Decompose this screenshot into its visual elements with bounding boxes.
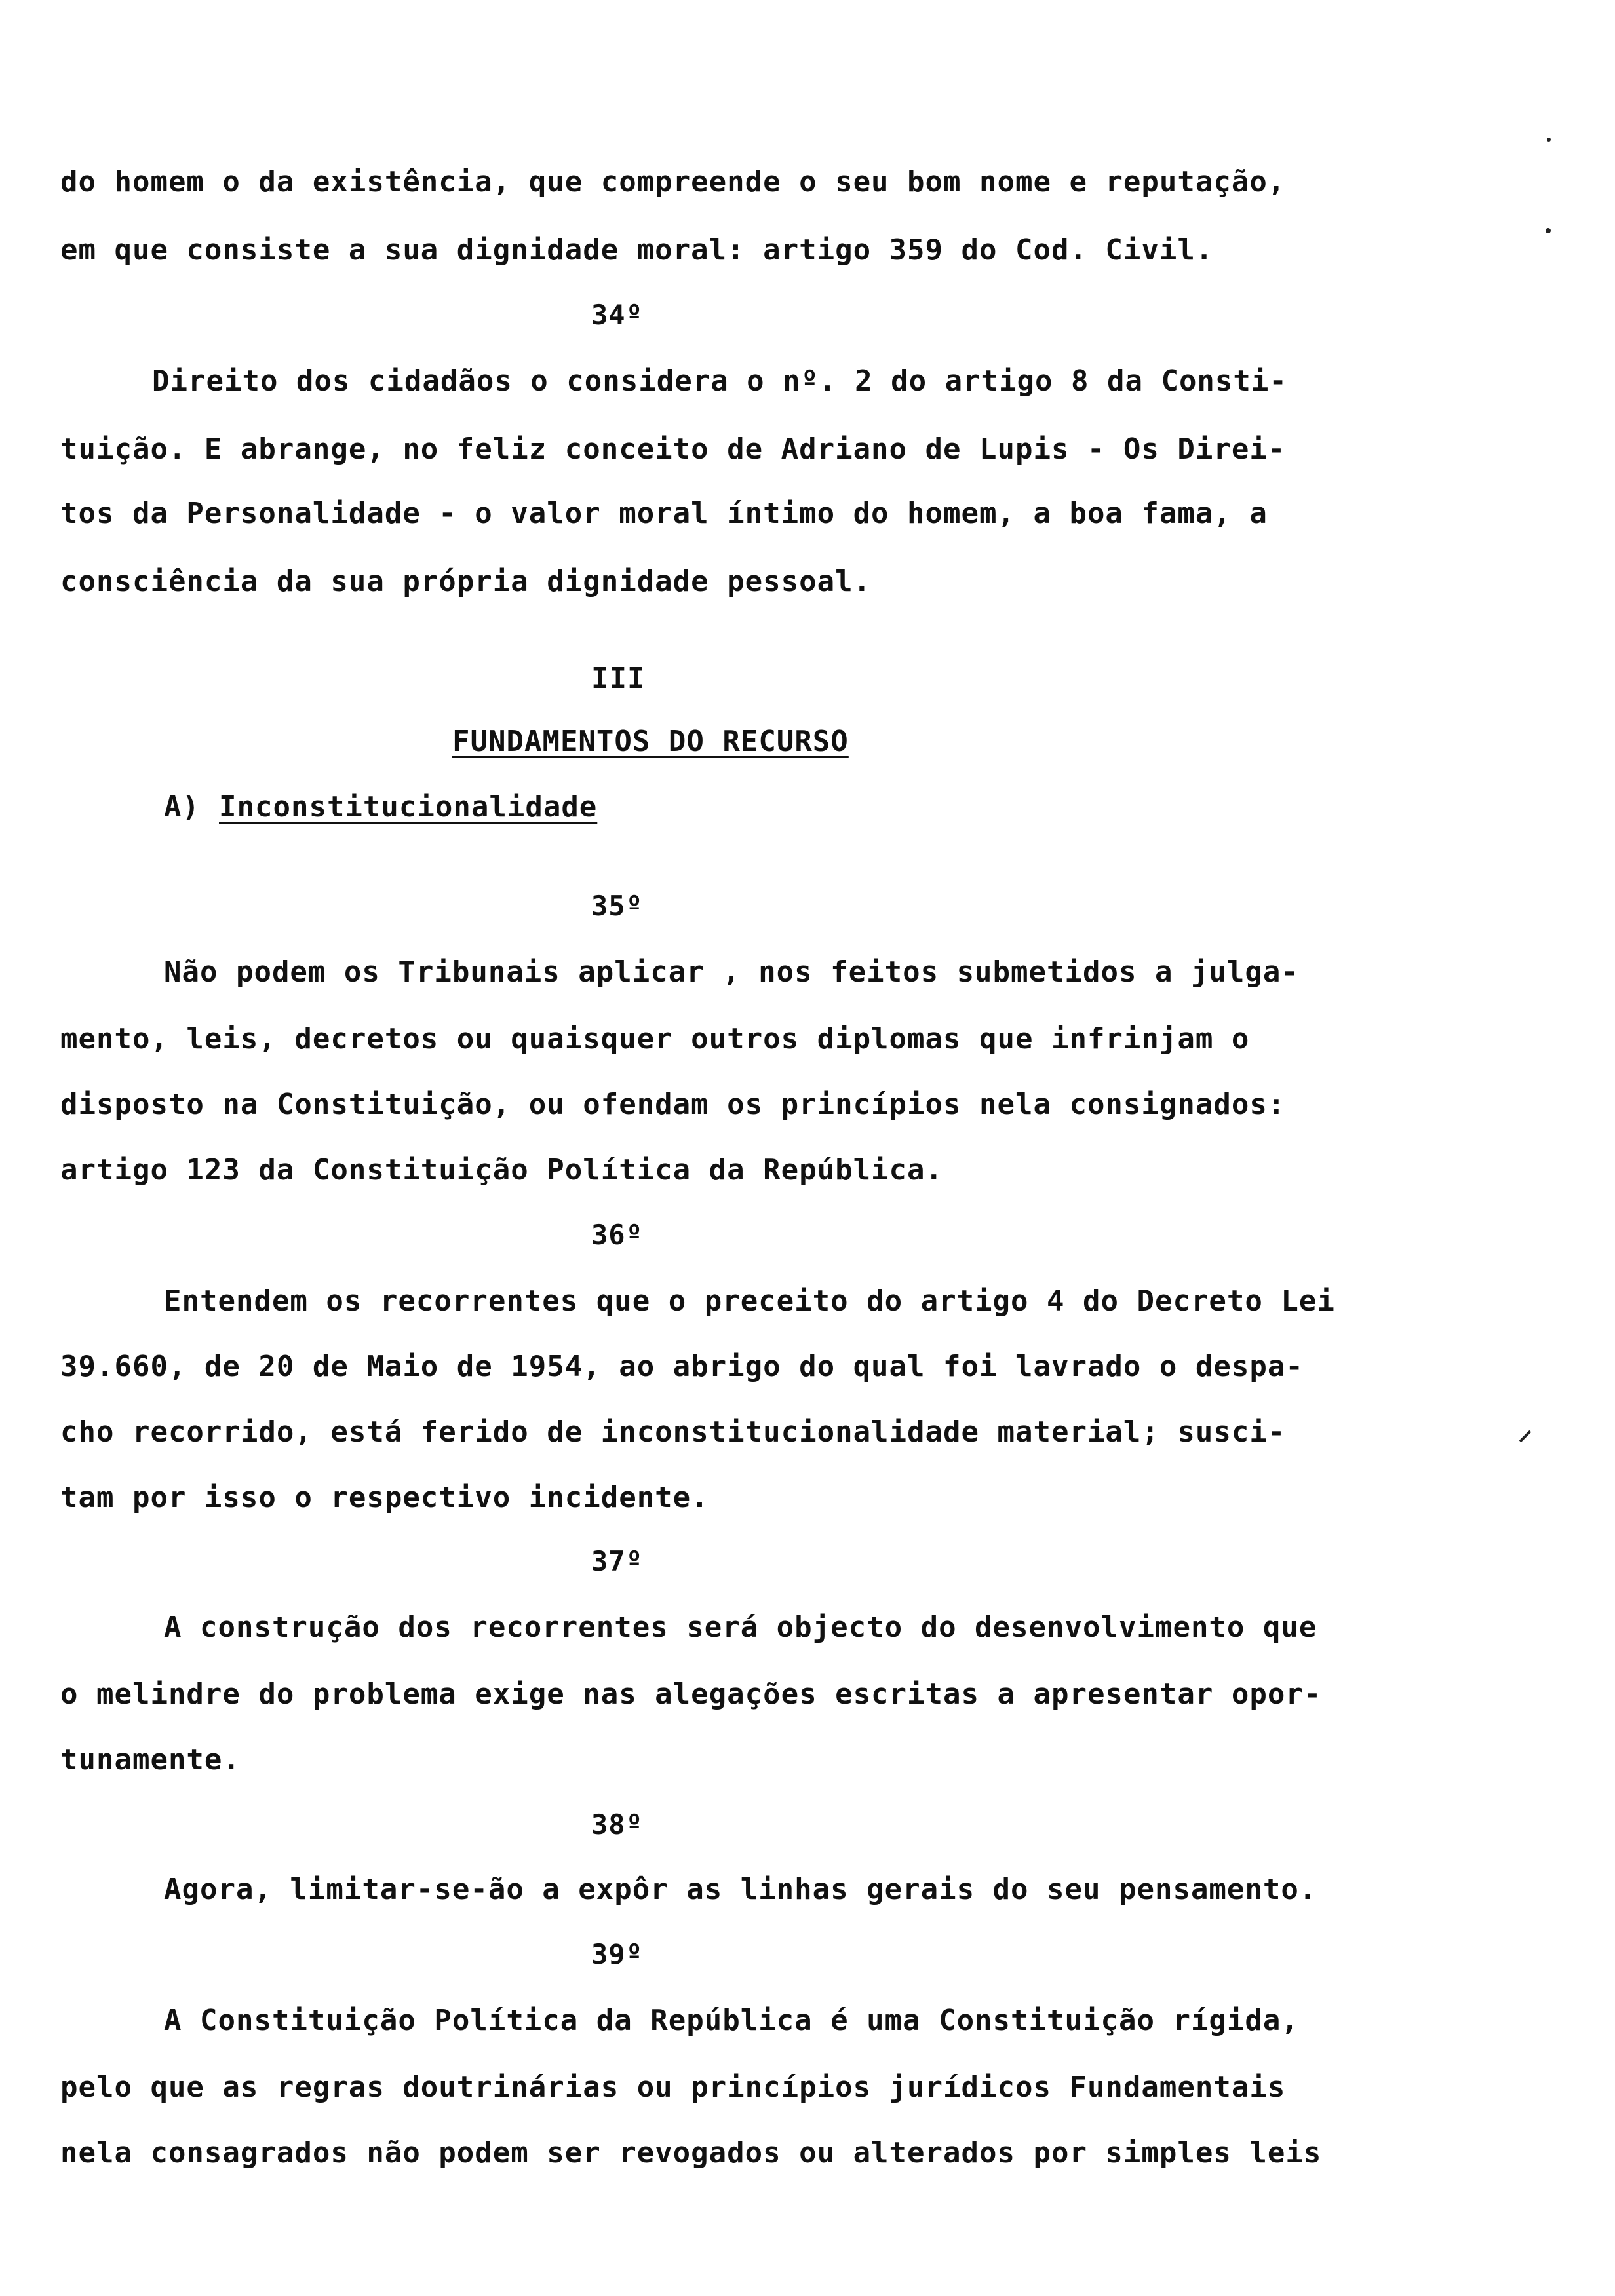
body-line: disposto na Constituição, ou ofendam os princípios nela consignados: [60, 1088, 1286, 1121]
body-line: em que consiste a sua dignidade moral: artigo 359 do Cod. Civil. [60, 233, 1214, 267]
body-line: tuição. E abrange, no feliz conceito de Adriano de Lupis - Os Direi- [60, 432, 1286, 466]
body-line: A construção dos recorrentes será objecto do desenvolvimento que [164, 1611, 1317, 1644]
body-line: tos da Personalidade - o valor moral íntimo do homem, a boa fama, a [60, 497, 1268, 530]
paragraph-number: 34º [591, 299, 643, 331]
body-line: Agora, limitar-se-ão a expôr as linhas gerais do seu pensamento. [164, 1873, 1317, 1906]
body-line: Não podem os Tribunais aplicar , nos feitos submetidos a julga- [164, 955, 1299, 989]
paragraph-number: 36º [591, 1219, 643, 1251]
body-line: pelo que as regras doutrinárias ou princípios jurídicos Fundamentais [60, 2071, 1286, 2104]
body-line: mento, leis, decretos ou quaisquer outros diplomas que infrinjam o [60, 1022, 1250, 1056]
body-line: A Constituição Política da República é uma Constituição rígida, [164, 2004, 1299, 2037]
subsection-title: Inconstitucionalidade [219, 790, 598, 824]
body-line: tunamente. [60, 1743, 241, 1776]
scan-mark [1519, 1430, 1531, 1442]
body-line: o melindre do problema exige nas alegações escritas a apresentar opor- [60, 1677, 1322, 1711]
body-line: Direito dos cidadãos o considera o nº. 2 do artigo 8 da Consti- [152, 364, 1287, 398]
body-line: Entendem os recorrentes que o preceito do artigo 4 do Decreto Lei [164, 1284, 1335, 1318]
paragraph-number: 39º [591, 1938, 643, 1970]
scan-speck [1546, 228, 1551, 233]
chapter-title: FUNDAMENTOS DO RECURSO [452, 725, 849, 758]
scan-speck [1547, 138, 1551, 142]
body-line: nela consagrados não podem ser revogados ou alterados por simples leis [60, 2136, 1322, 2170]
chapter-number: III [591, 662, 646, 695]
body-line: artigo 123 da Constituição Política da República. [60, 1153, 944, 1187]
body-line: cho recorrido, está ferido de inconstitucionalidade material; susci- [60, 1415, 1286, 1449]
body-line: tam por isso o respectivo incidente. [60, 1481, 709, 1514]
paragraph-number: 38º [591, 1808, 643, 1841]
paragraph-number: 37º [591, 1545, 643, 1577]
paragraph-number: 35º [591, 890, 643, 922]
subsection-letter: A) [164, 790, 200, 824]
body-line: do homem o da existência, que compreende o seu bom nome e reputação, [60, 165, 1286, 199]
body-line: consciência da sua própria dignidade pessoal. [60, 565, 872, 598]
body-line: 39.660, de 20 de Maio de 1954, ao abrigo do qual foi lavrado o despa- [60, 1350, 1304, 1383]
